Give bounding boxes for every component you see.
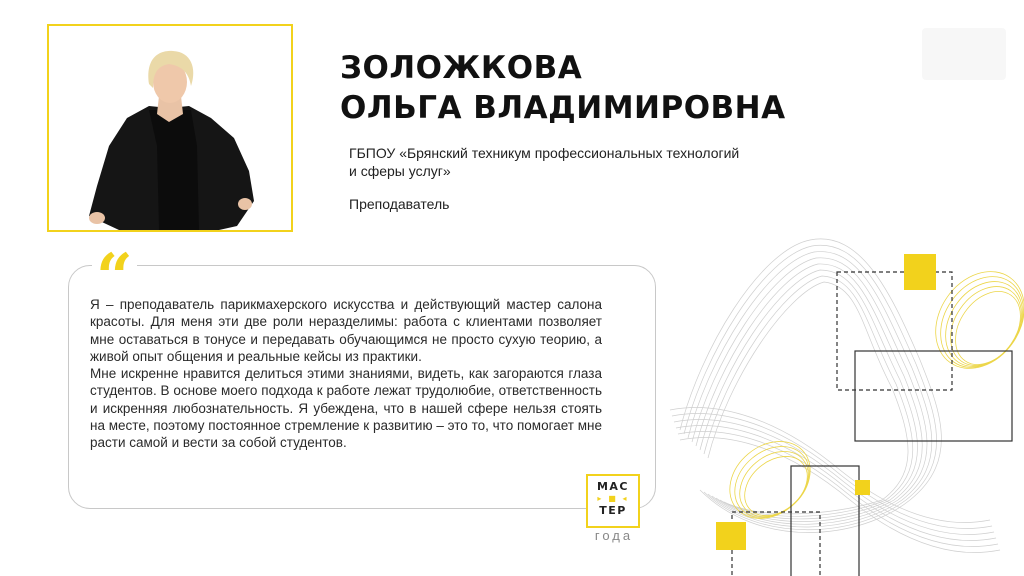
decorative-graphics: [660, 230, 1024, 576]
person-first-middle-name: ОЛЬГА ВЛАДИМИРОВНА: [340, 90, 786, 126]
logo-arrows-icon: ▸ ■ ◂: [597, 494, 629, 503]
logo-box: [586, 474, 640, 528]
person-name: [340, 48, 786, 128]
faint-logo-placeholder: [922, 28, 1006, 80]
quote-text: [90, 296, 602, 452]
solid-frame-bottom: [791, 466, 859, 576]
yellow-ribbon-left: [714, 426, 825, 535]
quote-paragraph-1: Я – преподаватель парикмахерского искусства и действующий мастер салона красоты. Для меня эти две роли неразделимы: работа с клиентами позволяет мне оставаться в тонусе и передавать обучающимся не просто сухую теорию, а живой опыт общения и реальные кейсы из практики.: [90, 297, 602, 364]
yellow-square-bottom: [716, 522, 746, 550]
portrait-photo: [47, 24, 293, 232]
logo-line-3: ТЕР: [599, 504, 627, 517]
logo-subtitle: года: [594, 528, 634, 543]
organization-line-2: и сферы услуг»: [349, 163, 451, 179]
quote-paragraph-2: Мне искренне нравится делиться этими знаниями, видеть, как загораются глаза студентов. В основе моего подхода к работе лежат трудолюбие, ответственность и искренняя любознательность. Я убеждена, что в нашей сфере нельзя стоять на месте, поэтому постоянное стремление к развитию – это то, что помогает мне расти самой и вести за собой студентов.: [90, 366, 602, 451]
organization: [349, 144, 819, 180]
master-of-year-logo: [586, 474, 642, 543]
quote-mark-icon: “: [92, 246, 137, 284]
logo-line-1: МАС: [596, 480, 630, 493]
position-title: Преподаватель: [349, 196, 450, 212]
person-last-name: ЗОЛОЖКОВА: [340, 50, 583, 86]
organization-line-1: ГБПОУ «Брянский техникум профессиональных технологий: [349, 145, 740, 161]
wireframe-ribbon: [670, 239, 1000, 553]
yellow-square-small: [855, 480, 870, 495]
yellow-square-top: [904, 254, 936, 290]
